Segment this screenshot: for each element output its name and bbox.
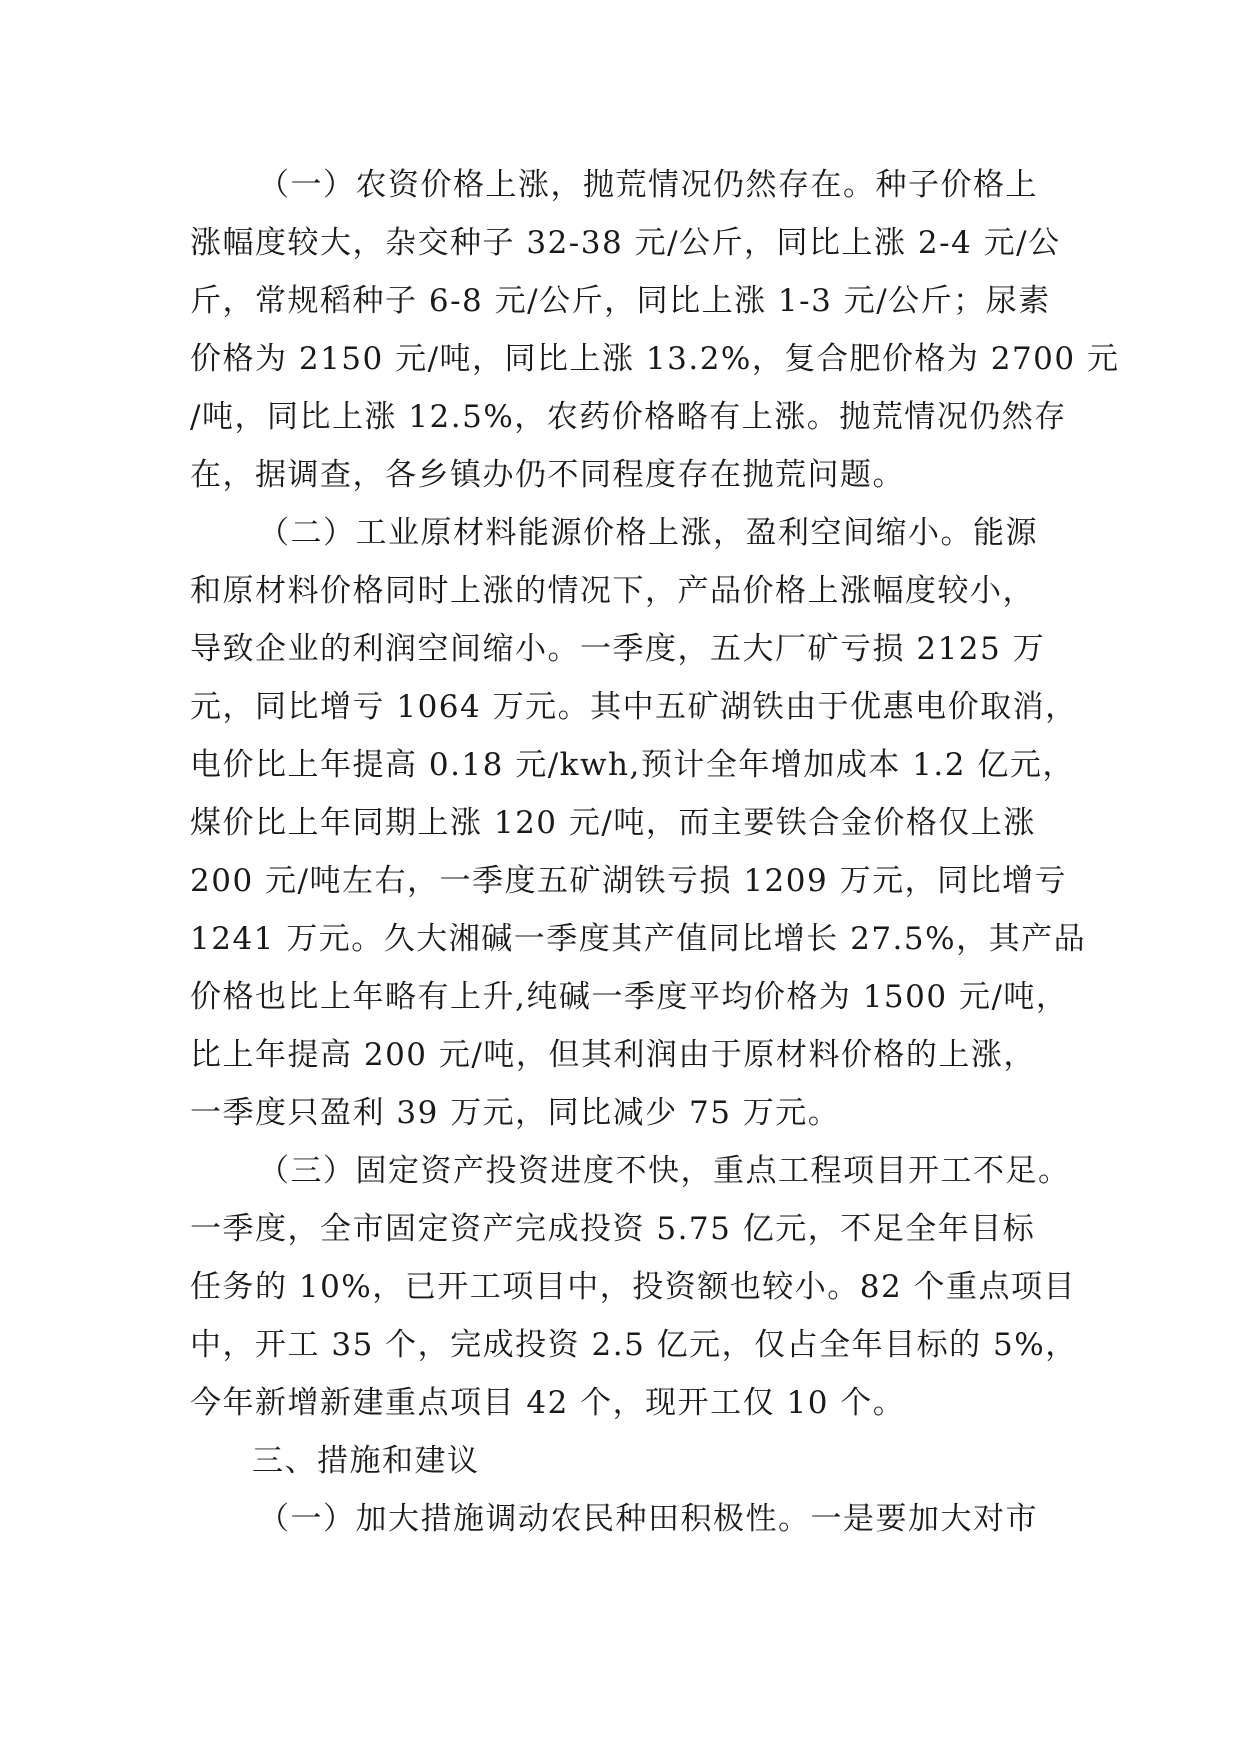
paragraph-line: 200 元/吨左右，一季度五矿湖铁亏损 1209 万元，同比增亏: [190, 863, 1068, 899]
paragraph-line: 涨幅度较大，杂交种子 32-38 元/公斤，同比上涨 2-4 元/公: [190, 225, 1061, 261]
paragraph-line: 电价比上年提高 0.18 元/kwh,预计全年增加成本 1.2 亿元，: [190, 747, 1075, 783]
paragraph-line: 价格为 2150 元/吨，同比上涨 13.2%，复合肥价格为 2700 元: [190, 341, 1120, 377]
paragraph-line: （一）加大措施调动农民种田积极性。一是要加大对市: [258, 1501, 1038, 1537]
paragraph-line: 斤，常规稻种子 6-8 元/公斤，同比上涨 1-3 元/公斤；尿素: [190, 283, 1051, 319]
paragraph-line: 1241 万元。久大湘碱一季度其产值同比增长 27.5%，其产品: [190, 921, 1087, 957]
paragraph-line: /吨，同比上涨 12.5%，农药价格略有上涨。抛荒情况仍然存: [190, 399, 1067, 435]
paragraph-line: 今年新增新建重点项目 42 个，现开工仅 10 个。: [190, 1385, 906, 1421]
paragraph-line: （三）固定资产投资进度不快，重点工程项目开工不足。: [258, 1153, 1071, 1189]
paragraph-line: 价格也比上年略有上升,纯碱一季度平均价格为 1500 元/吨，: [190, 979, 1069, 1015]
paragraph-line: 煤价比上年同期上涨 120 元/吨，而主要铁合金价格仅上涨: [190, 805, 1036, 841]
paragraph-line: 在，据调查，各乡镇办仍不同程度存在抛荒问题。: [190, 457, 905, 493]
paragraph-line: 一季度只盈利 39 万元，同比减少 75 万元。: [190, 1095, 841, 1131]
paragraph-line: 元，同比增亏 1064 万元。其中五矿湖铁由于优惠电价取消，: [190, 689, 1078, 725]
paragraph-line: 中，开工 35 个，完成投资 2.5 亿元，仅占全年目标的 5%，: [190, 1327, 1078, 1363]
paragraph-line: 导致企业的利润空间缩小。一季度，五大厂矿亏损 2125 万: [190, 631, 1046, 667]
paragraph-line: （二）工业原材料能源价格上涨，盈利空间缩小。能源: [258, 515, 1038, 551]
paragraph-line: 和原材料价格同时上涨的情况下，产品价格上涨幅度较小，: [190, 573, 1035, 609]
paragraph-line: 比上年提高 200 元/吨，但其利润由于原材料价格的上涨，: [190, 1037, 1036, 1073]
paragraph-line: 任务的 10%，已开工项目中，投资额也较小。82 个重点项目: [190, 1269, 1077, 1305]
paragraph-line: 一季度，全市固定资产完成投资 5.75 亿元，不足全年目标: [190, 1211, 1036, 1247]
paragraph-line: （一）农资价格上涨，抛荒情况仍然存在。种子价格上: [258, 167, 1038, 203]
section-heading: 三、措施和建议: [252, 1443, 480, 1479]
